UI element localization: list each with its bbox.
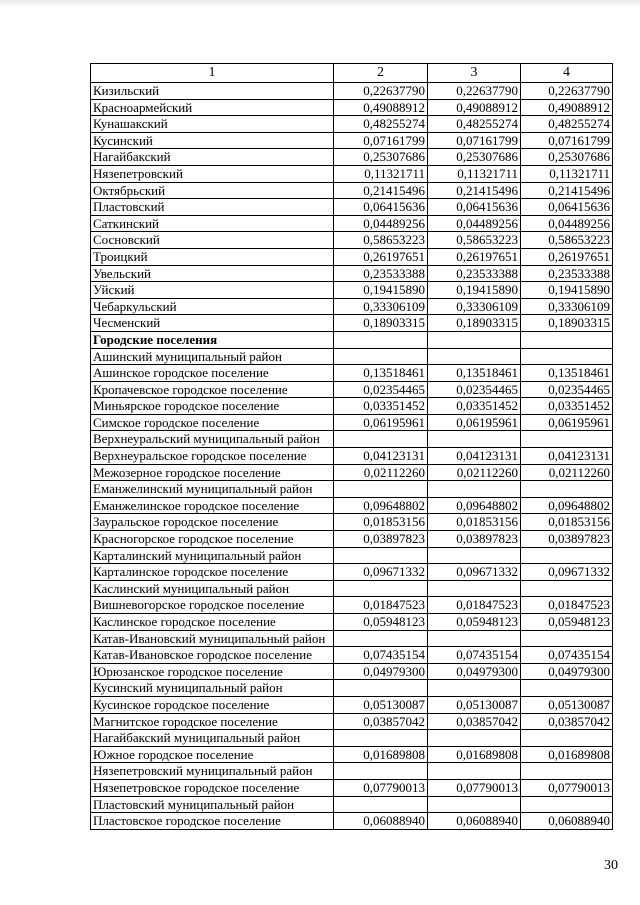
value-cell: 0,06415636 [521,199,613,216]
value-cell: 0,05948123 [334,614,428,631]
value-cell [334,331,428,348]
value-cell: 0,19415890 [521,282,613,299]
value-cell: 0,07161799 [428,132,521,149]
value-cell [334,680,428,697]
value-cell: 0,09671332 [334,564,428,581]
value-cell: 0,18903315 [428,315,521,332]
value-cell: 0,01689808 [334,746,428,763]
value-cell: 0,33306109 [428,298,521,315]
value-cell: 0,03857042 [428,713,521,730]
value-cell: 0,19415890 [334,282,428,299]
table-row [91,431,613,448]
name-cell: Нязепетровское городское поселение [91,779,334,796]
value-cell: 0,04489256 [428,215,521,232]
value-cell: 0,18903315 [521,315,613,332]
value-cell [334,730,428,747]
name-cell: Кропачевское городское поселение [91,381,334,398]
name-cell: Верхнеуральский муниципальный район [91,431,334,448]
value-cell: 0,25307686 [428,149,521,166]
value-cell: 0,07790013 [334,779,428,796]
value-cell: 0,48255274 [334,116,428,133]
table-row [91,680,613,697]
value-cell: 0,01853156 [428,514,521,531]
section-row [91,331,613,348]
table-row [91,614,613,631]
name-cell: Еманжелинское городское поселение [91,497,334,514]
value-cell [521,547,613,564]
table-row [91,348,613,365]
value-cell: 0,02354465 [334,381,428,398]
table-row [91,464,613,481]
value-cell [428,730,521,747]
table-row [91,182,613,199]
name-cell: Кусинский [91,132,334,149]
table-row [91,315,613,332]
value-cell: 0,13518461 [428,365,521,382]
value-cell [521,431,613,448]
value-cell: 0,01847523 [521,597,613,614]
name-cell: Юрюзанское городское поселение [91,663,334,680]
name-cell: Саткинский [91,215,334,232]
value-cell: 0,01853156 [334,514,428,531]
name-cell: Сосновский [91,232,334,249]
name-cell: Кизильский [91,83,334,100]
value-cell [428,431,521,448]
name-cell: Кусинский муниципальный район [91,680,334,697]
name-cell: Нязепетровский [91,165,334,182]
value-cell: 0,03897823 [334,531,428,548]
value-cell: 0,11321711 [334,165,428,182]
name-cell: Чебаркульский [91,298,334,315]
data-table [90,63,613,830]
value-cell: 0,21415496 [428,182,521,199]
scan-edge [0,0,640,8]
value-cell [334,580,428,597]
value-cell: 0,03897823 [521,531,613,548]
name-cell: Нагайбакский [91,149,334,166]
table-row [91,83,613,100]
value-cell [521,481,613,498]
table-row [91,763,613,780]
name-cell: Пластовское городское поселение [91,813,334,830]
name-cell: Вишневогорское городское поселение [91,597,334,614]
value-cell: 0,13518461 [521,365,613,382]
table-row [91,165,613,182]
value-cell [428,763,521,780]
table-row [91,414,613,431]
value-cell: 0,03351452 [428,398,521,415]
table-header-row [91,64,613,83]
value-cell: 0,22637790 [521,83,613,100]
name-cell: Красноармейский [91,99,334,116]
table-row [91,547,613,564]
value-cell: 0,09671332 [428,564,521,581]
value-cell [334,763,428,780]
name-cell: Красногорское городское поселение [91,531,334,548]
name-cell: Пластовский [91,199,334,216]
table-row [91,298,613,315]
table-row [91,199,613,216]
name-cell: Ашинский муниципальный район [91,348,334,365]
name-cell: Уйский [91,282,334,299]
value-cell [334,630,428,647]
value-cell [521,796,613,813]
value-cell [428,796,521,813]
table-row [91,99,613,116]
value-cell: 0,25307686 [521,149,613,166]
value-cell: 0,03857042 [334,713,428,730]
value-cell: 0,05948123 [521,614,613,631]
value-cell: 0,05948123 [428,614,521,631]
table-row [91,248,613,265]
value-cell: 0,06195961 [521,414,613,431]
table-row [91,282,613,299]
value-cell: 0,23533388 [334,265,428,282]
table-row [91,497,613,514]
value-cell: 0,21415496 [334,182,428,199]
table-row [91,746,613,763]
value-cell: 0,09648802 [428,497,521,514]
value-cell: 0,03351452 [521,398,613,415]
value-cell: 0,07435154 [428,647,521,664]
value-cell: 0,01847523 [428,597,521,614]
table-row [91,796,613,813]
name-cell: Катав-Ивановское городское поселение [91,647,334,664]
value-cell [428,331,521,348]
value-cell: 0,33306109 [521,298,613,315]
value-cell: 0,25307686 [334,149,428,166]
table-row [91,215,613,232]
table-row [91,531,613,548]
value-cell: 0,04979300 [334,663,428,680]
value-cell: 0,06415636 [428,199,521,216]
value-cell: 0,01847523 [334,597,428,614]
table-row [91,514,613,531]
value-cell: 0,26197651 [521,248,613,265]
value-cell [428,680,521,697]
value-cell: 0,04979300 [428,663,521,680]
value-cell: 0,02354465 [521,381,613,398]
value-cell: 0,02112260 [334,464,428,481]
table-body [91,83,613,830]
table-row [91,481,613,498]
value-cell [334,431,428,448]
name-cell: Каслинский муниципальный район [91,580,334,597]
table-row [91,116,613,133]
value-cell [428,348,521,365]
value-cell: 0,01853156 [521,514,613,531]
header-cell: 2 [334,64,428,83]
value-cell: 0,09648802 [521,497,613,514]
value-cell: 0,49088912 [428,99,521,116]
name-cell: Магнитское городское поселение [91,713,334,730]
name-cell: Катав-Ивановский муниципальный район [91,630,334,647]
value-cell: 0,06195961 [428,414,521,431]
value-cell: 0,04123131 [334,448,428,465]
value-cell: 0,09648802 [334,497,428,514]
table-row [91,448,613,465]
value-cell: 0,01689808 [428,746,521,763]
value-cell: 0,07435154 [521,647,613,664]
table-row [91,265,613,282]
name-cell: Зауральское городское поселение [91,514,334,531]
value-cell [334,547,428,564]
table-row [91,580,613,597]
header-cell: 3 [428,64,521,83]
value-cell: 0,04979300 [521,663,613,680]
value-cell: 0,02112260 [521,464,613,481]
value-cell [521,348,613,365]
value-cell: 0,06088940 [428,813,521,830]
table-row [91,132,613,149]
value-cell [521,763,613,780]
value-cell: 0,23533388 [521,265,613,282]
table-row [91,713,613,730]
value-cell: 0,19415890 [428,282,521,299]
value-cell [521,331,613,348]
name-cell: Кунашакский [91,116,334,133]
value-cell: 0,21415496 [521,182,613,199]
value-cell [334,796,428,813]
value-cell: 0,13518461 [334,365,428,382]
value-cell [428,580,521,597]
name-cell: Пластовский муниципальный район [91,796,334,813]
name-cell: Верхнеуральское городское поселение [91,448,334,465]
value-cell: 0,09671332 [521,564,613,581]
value-cell [334,481,428,498]
name-cell: Южное городское поселение [91,746,334,763]
value-cell: 0,11321711 [521,165,613,182]
value-cell: 0,49088912 [334,99,428,116]
table-row [91,149,613,166]
value-cell: 0,26197651 [334,248,428,265]
value-cell: 0,04489256 [334,215,428,232]
value-cell [521,630,613,647]
value-cell: 0,07790013 [521,779,613,796]
name-cell: Увельский [91,265,334,282]
value-cell: 0,05130087 [521,696,613,713]
name-cell: Нагайбакский муниципальный район [91,730,334,747]
table-row [91,232,613,249]
table-row [91,779,613,796]
value-cell: 0,58653223 [428,232,521,249]
page-number: 30 [604,858,618,873]
table-row [91,398,613,415]
header-cell: 4 [521,64,613,83]
value-cell: 0,23533388 [428,265,521,282]
value-cell: 0,01689808 [521,746,613,763]
value-cell: 0,06088940 [521,813,613,830]
value-cell: 0,58653223 [521,232,613,249]
table-row [91,365,613,382]
value-cell: 0,06415636 [334,199,428,216]
name-cell: Миньярское городское поселение [91,398,334,415]
name-cell: Карталинский муниципальный район [91,547,334,564]
value-cell [521,580,613,597]
name-cell: Межозерное городское поселение [91,464,334,481]
value-cell [521,680,613,697]
table-row [91,647,613,664]
value-cell [428,547,521,564]
value-cell: 0,07790013 [428,779,521,796]
value-cell: 0,05130087 [428,696,521,713]
name-cell: Нязепетровский муниципальный район [91,763,334,780]
value-cell: 0,49088912 [521,99,613,116]
value-cell: 0,07161799 [334,132,428,149]
value-cell: 0,02112260 [428,464,521,481]
value-cell: 0,05130087 [334,696,428,713]
value-cell: 0,03897823 [428,531,521,548]
value-cell: 0,33306109 [334,298,428,315]
value-cell [521,730,613,747]
name-cell: Карталинское городское поселение [91,564,334,581]
table-row [91,730,613,747]
value-cell: 0,06088940 [334,813,428,830]
value-cell: 0,48255274 [428,116,521,133]
value-cell: 0,18903315 [334,315,428,332]
value-cell: 0,07161799 [521,132,613,149]
value-cell: 0,06195961 [334,414,428,431]
table-row [91,813,613,830]
header-cell: 1 [91,64,334,83]
name-cell: Городские поселения [91,331,334,348]
name-cell: Еманжелинский муниципальный район [91,481,334,498]
value-cell: 0,22637790 [428,83,521,100]
table-row [91,630,613,647]
value-cell: 0,03857042 [521,713,613,730]
value-cell: 0,04123131 [521,448,613,465]
table-row [91,597,613,614]
value-cell [334,348,428,365]
value-cell: 0,07435154 [334,647,428,664]
name-cell: Ашинское городское поселение [91,365,334,382]
value-cell: 0,03351452 [334,398,428,415]
table-row [91,696,613,713]
value-cell: 0,48255274 [521,116,613,133]
value-cell: 0,11321711 [428,165,521,182]
name-cell: Троицкий [91,248,334,265]
name-cell: Октябрьский [91,182,334,199]
name-cell: Кусинское городское поселение [91,696,334,713]
value-cell: 0,04123131 [428,448,521,465]
value-cell: 0,02354465 [428,381,521,398]
value-cell [428,481,521,498]
value-cell [428,630,521,647]
name-cell: Симское городское поселение [91,414,334,431]
name-cell: Каслинское городское поселение [91,614,334,631]
table-row [91,663,613,680]
name-cell: Чесменский [91,315,334,332]
value-cell: 0,04489256 [521,215,613,232]
value-cell: 0,22637790 [334,83,428,100]
value-cell: 0,58653223 [334,232,428,249]
value-cell: 0,26197651 [428,248,521,265]
table-row [91,564,613,581]
table-row [91,381,613,398]
